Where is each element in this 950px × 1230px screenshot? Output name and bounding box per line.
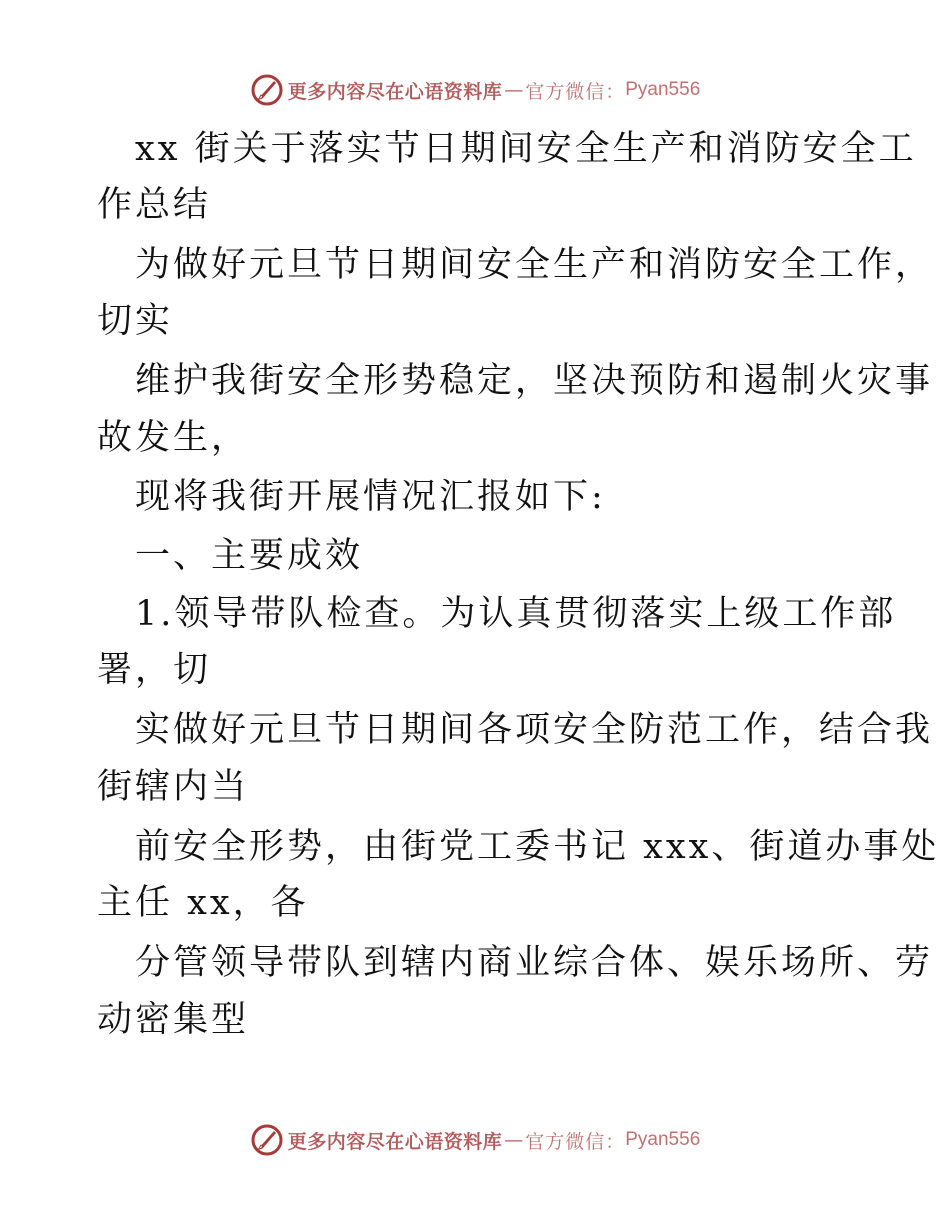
body-line: 署，切 <box>97 650 212 690</box>
body-line: 实做好元旦节日期间各项安全防范工作，结合我 <box>135 710 934 750</box>
banner-dash: — <box>504 1129 524 1151</box>
banner-wechat-account: Pyan556 <box>625 79 701 100</box>
body-line: 分管领导带队到辖内商业综合体、娱乐场所、劳 <box>135 943 934 983</box>
body-line: 动密集型 <box>97 1000 250 1040</box>
footer-banner <box>0 1120 950 1160</box>
header-banner <box>0 70 950 110</box>
banner-site-name: 更多内容尽在心语资料库 <box>287 80 503 103</box>
quill-logo-icon <box>250 73 284 107</box>
section-heading: 一、主要成效 <box>135 536 364 576</box>
banner-wechat-account: Pyan556 <box>625 1129 701 1150</box>
quill-logo-icon <box>250 1123 284 1157</box>
body-line: 为做好元旦节日期间安全生产和消防安全工作， <box>135 245 934 285</box>
body-line: 1.领导带队检查。为认真贯彻落实上级工作部 <box>135 594 897 634</box>
body-line: 主任 xx，各 <box>97 883 309 923</box>
body-line: xx 街关于落实节日期间安全生产和消防安全工 <box>135 129 917 169</box>
banner-dash: — <box>504 79 524 101</box>
body-line: 切实 <box>97 301 174 341</box>
body-line: 前安全形势，由街党工委书记 xxx、街道办事处 <box>135 827 940 867</box>
body-line: 故发生， <box>97 418 250 458</box>
body-line: 维护我街安全形势稳定，坚决预防和遏制火灾事 <box>135 361 934 401</box>
banner-wechat-label: 官方微信： <box>525 80 626 103</box>
banner-site-name: 更多内容尽在心语资料库 <box>287 1130 503 1153</box>
body-line: 现将我街开展情况汇报如下: <box>135 477 606 517</box>
body-line: 街辖内当 <box>97 767 250 807</box>
banner-wechat-label: 官方微信： <box>525 1130 626 1153</box>
body-line: 作总结 <box>97 185 212 225</box>
